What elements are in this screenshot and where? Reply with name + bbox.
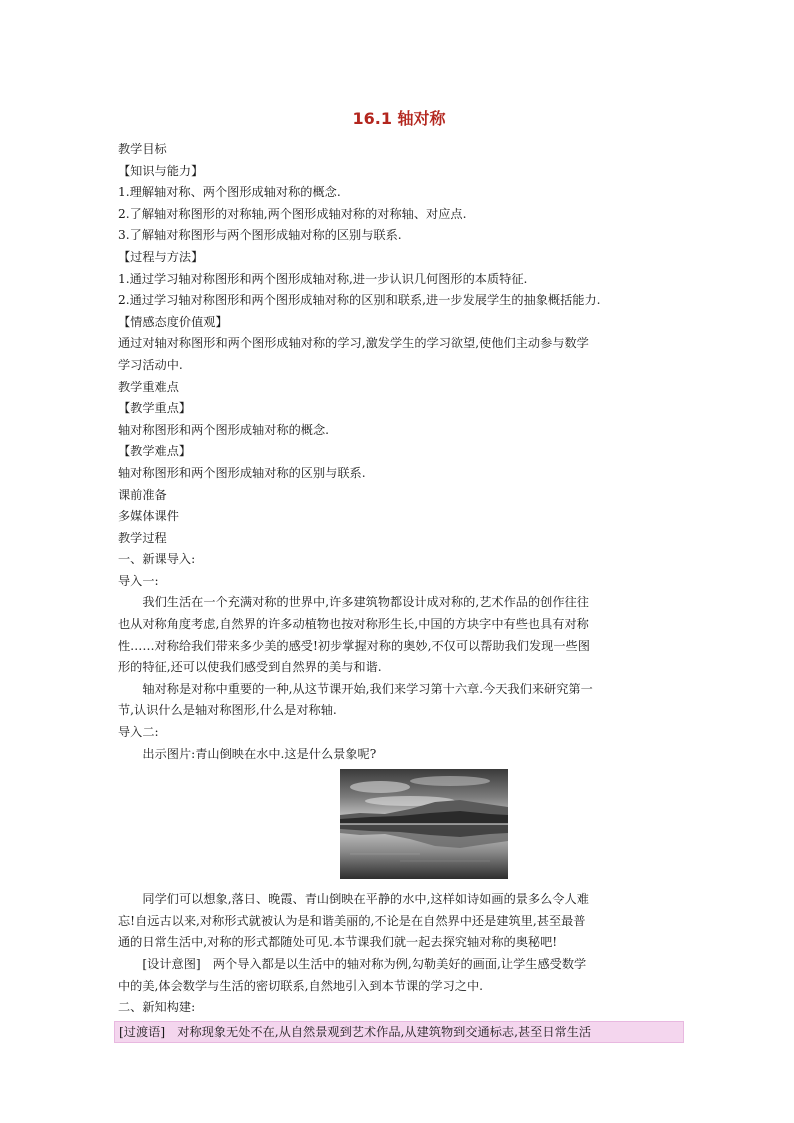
difficult-heading: 【教学难点】: [118, 444, 192, 459]
key-heading: 【教学重点】: [118, 401, 192, 416]
process-item: 2.通过学习轴对称图形和两个图形成轴对称的区别和联系,进一步发展学生的抽象概括能力.: [118, 293, 601, 308]
intro1-paragraph2-line: 节,认识什么是轴对称图形,什么是对称轴.: [118, 703, 337, 718]
knowledge-heading: 【知识与能力】: [118, 163, 204, 178]
photo-container: [118, 769, 680, 883]
transition-highlight: [过渡语] 对称现象无处不在,从自然景观到艺术作品,从建筑物到交通标志,甚至日常生活: [114, 1021, 684, 1043]
after-photo-line: 通的日常生活中,对称的形式都随处可见.本节课我们就一起去探究轴对称的奥秘吧!: [118, 935, 558, 950]
intro1-heading: 导入一:: [118, 573, 159, 588]
mountain-reflection-photo: [340, 769, 508, 879]
intro2-text: 出示图片:青山倒映在水中.这是什么景象呢?: [142, 746, 377, 761]
design-intent-line: [设计意图] 两个导入都是以生活中的轴对称为例,勾勒美好的画面,让学生感受数学: [142, 957, 587, 971]
prep-heading: 课前准备: [118, 487, 167, 502]
difficult-text: 轴对称图形和两个图形成轴对称的区别与联系.: [118, 465, 366, 480]
intro1-paragraph-line: 也从对称角度考虑,自然界的许多动植物也按对称形生长,中国的方块字中有些也具有对称: [118, 617, 589, 632]
process-item: 1.通过学习轴对称图形和两个图形成轴对称,进一步认识几何图形的本质特征.: [118, 271, 528, 286]
emotion-text: 学习活动中.: [118, 357, 183, 372]
design-intent-line: 中的美,体会数学与生活的密切联系,自然地引入到本节课的学习之中.: [118, 978, 484, 993]
part1-heading: 一、新课导入:: [118, 552, 196, 567]
intro1-paragraph-line: 形的特征,还可以使我们感受到自然界的美与和谐.: [118, 660, 382, 675]
key-text: 轴对称图形和两个图形成轴对称的概念.: [118, 422, 330, 437]
intro1-paragraph-line: 性……对称给我们带来多少美的感受!初步掌握对称的奥妙,不仅可以帮助我们发现一些图: [118, 638, 590, 653]
key-difficult-heading: 教学重难点: [118, 379, 179, 394]
teaching-process-heading: 教学过程: [118, 530, 167, 545]
intro2-heading: 导入二:: [118, 725, 159, 740]
part2-heading: 二、新知构建:: [118, 1000, 196, 1015]
knowledge-item: 1.理解轴对称、两个图形成轴对称的概念.: [118, 185, 341, 200]
intro1-paragraph2-line: 轴对称是对称中重要的一种,从这节课开始,我们来学习第十六章.今天我们来研究第一: [142, 681, 593, 696]
knowledge-item: 2.了解轴对称图形的对称轴,两个图形成轴对称的对称轴、对应点.: [118, 206, 467, 221]
prep-text: 多媒体课件: [118, 509, 179, 524]
document-page: [118, 108, 680, 1043]
objectives-heading: 教学目标: [118, 142, 167, 156]
page-title: 16.1 轴对称: [352, 109, 446, 128]
knowledge-item: 3.了解轴对称图形与两个图形成轴对称的区别与联系.: [118, 228, 402, 243]
emotion-text: 通过对轴对称图形和两个图形成轴对称的学习,激发学生的学习欲望,使他们主动参与数学: [118, 336, 589, 351]
intro1-paragraph-line: 我们生活在一个充满对称的世界中,许多建筑物都设计成对称的,艺术作品的创作往往: [142, 595, 589, 610]
process-heading: 【过程与方法】: [118, 249, 204, 264]
emotion-heading: 【情感态度价值观】: [118, 314, 228, 329]
after-photo-line: 忘!自远古以来,对称形式就被认为是和谐美丽的,不论是在自然界中还是建筑里,甚至最普: [118, 913, 586, 928]
after-photo-line: 同学们可以想象,落日、晚霞、青山倒映在平静的水中,这样如诗如画的景多么令人难: [142, 892, 589, 907]
